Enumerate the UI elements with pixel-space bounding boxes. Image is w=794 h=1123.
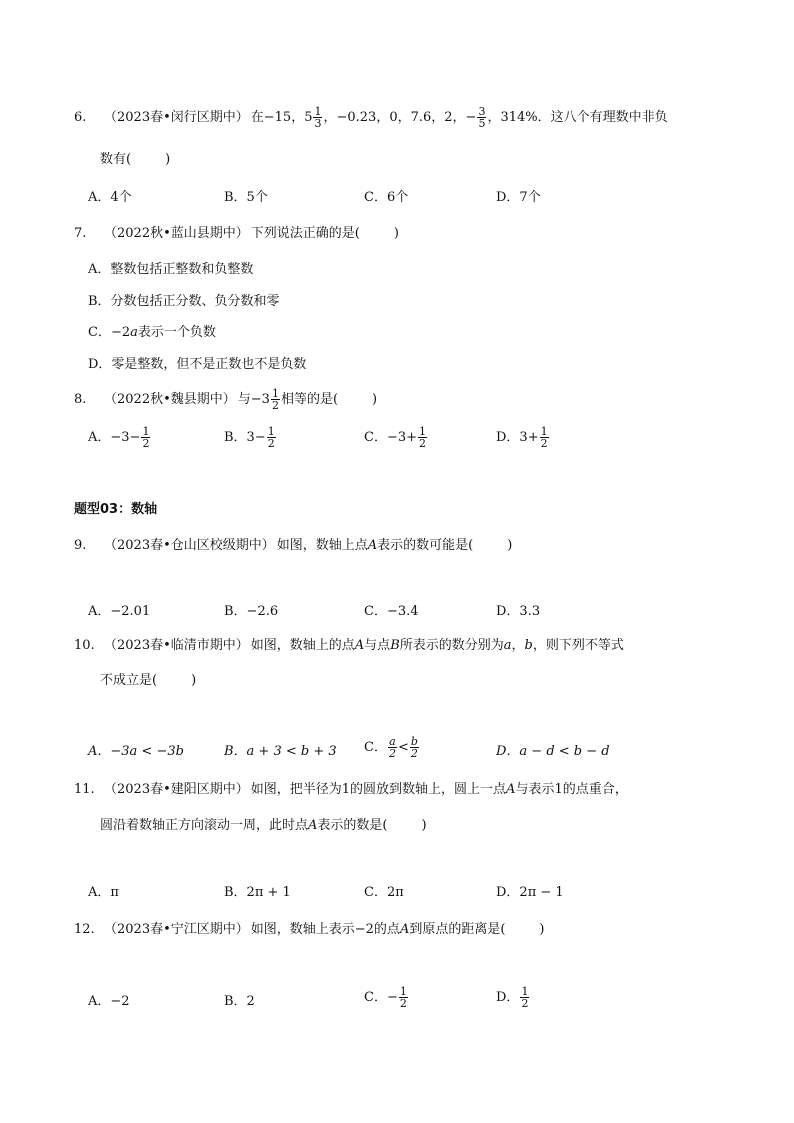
question-number: 8.	[74, 392, 87, 407]
question-text: 如图，数轴上的点	[250, 638, 355, 653]
option-text: 表示一个负数	[137, 325, 216, 340]
question-text: )	[393, 226, 399, 241]
question-6-line-2	[100, 148, 170, 167]
question-text: )	[507, 538, 513, 553]
question-source: （2023春•宁江区期中）	[104, 922, 249, 937]
question-12-line-1	[74, 918, 544, 937]
question-10-line-1	[74, 634, 624, 653]
option-label: B．3−	[224, 430, 266, 445]
question-text: ，314%．这八个有理数中非负	[487, 110, 668, 125]
question-7-line-1	[74, 222, 399, 241]
math-variable: A	[308, 818, 318, 833]
option-d[interactable]: D．7个	[496, 190, 541, 205]
question-source: （2022秋•魏县期中）	[104, 392, 236, 407]
math-variable: B	[390, 638, 400, 653]
question-text: )	[165, 152, 171, 167]
question-text: )	[372, 392, 378, 407]
fraction-numerator: 3	[478, 105, 486, 118]
math-variable: A	[399, 922, 410, 937]
fraction-numerator: b	[410, 735, 418, 748]
question-11-line-2	[100, 814, 427, 833]
option-a[interactable]	[88, 426, 151, 449]
fraction	[477, 106, 486, 129]
option-c[interactable]	[364, 986, 409, 1009]
question-6-options	[0, 186, 794, 204]
question-text: ，	[511, 638, 525, 653]
question-number: 9.	[74, 538, 87, 553]
option-label: D．	[496, 990, 520, 1005]
question-text: 下列说法正确的是(	[250, 226, 360, 241]
fraction	[520, 986, 529, 1009]
math-variable: a	[130, 325, 138, 340]
fraction	[410, 736, 419, 759]
question-10-line-2	[100, 669, 196, 688]
question-12-options	[0, 986, 794, 1016]
option-d[interactable]: D．2π − 1	[496, 885, 564, 900]
option-label: A．−3−	[88, 430, 141, 445]
fraction	[141, 426, 150, 449]
option-c[interactable]: C．−3.4	[364, 604, 419, 619]
question-text: 如图，把半径为1的圆放到数轴上，圆上一点	[250, 782, 507, 797]
option-b[interactable]: B．2	[224, 994, 255, 1009]
option-d[interactable]	[496, 986, 530, 1009]
option-b[interactable]: B．a + 3 < b + 3	[224, 744, 337, 759]
question-text: 在−15，	[250, 110, 305, 125]
question-text: ，则下列不等式	[532, 638, 624, 653]
option-label: C．−	[364, 990, 398, 1005]
fraction-numerator: 1	[540, 425, 548, 438]
question-source: （2023春•仓山区校级期中）	[104, 538, 275, 553]
fraction-numerator: 1	[314, 105, 322, 118]
question-text: )	[191, 673, 197, 688]
option-label: C．	[364, 740, 387, 755]
question-number: 7.	[74, 226, 87, 241]
fraction-denominator: 2	[521, 997, 529, 1010]
fraction-numerator: 1	[399, 985, 407, 998]
mixed-number-whole: 5	[304, 110, 313, 125]
option-label: C．−3+	[364, 430, 418, 445]
option-c[interactable]	[364, 426, 428, 449]
option-c[interactable]	[364, 736, 420, 759]
option-b[interactable]: B．5个	[224, 190, 268, 205]
question-text: ，−0.23，0，7.6，2，−	[323, 110, 477, 125]
question-text: 与点	[364, 638, 391, 653]
question-text: 数有(	[100, 152, 132, 167]
math-variable: A	[367, 538, 378, 553]
question-9-options	[0, 600, 794, 618]
question-6-line-1	[74, 106, 668, 129]
option-a[interactable]: A．整数包括正整数和负整数	[88, 262, 254, 277]
question-text: 如图，数轴上点	[276, 538, 368, 553]
fraction	[271, 388, 280, 411]
fraction-denominator: 2	[419, 437, 427, 450]
option-label: D．3+	[496, 430, 539, 445]
question-8-options	[0, 426, 794, 456]
fraction	[418, 426, 427, 449]
question-11-line-1	[74, 778, 628, 797]
fraction-denominator: 2	[540, 437, 548, 450]
option-d[interactable]: D．零是整数，但不是正数也不是负数	[88, 357, 307, 372]
fraction-numerator: 1	[271, 387, 279, 400]
fraction-denominator: 3	[314, 117, 322, 130]
fraction-numerator: 1	[521, 985, 529, 998]
option-a[interactable]: A．−2.01	[88, 604, 151, 619]
math-variable: A	[506, 782, 516, 797]
fraction	[399, 986, 408, 1009]
option-d[interactable]	[496, 426, 550, 449]
question-text: 相等的是(	[280, 392, 339, 407]
question-text: )	[421, 818, 427, 833]
option-c[interactable]: C．2π	[364, 885, 404, 900]
option-a[interactable]: A．π	[88, 885, 119, 900]
question-number: 11.	[74, 782, 95, 797]
fraction-numerator: 1	[267, 425, 275, 438]
question-source: （2022秋•蓝山县期中）	[104, 226, 249, 241]
section-heading: 题型03：数轴	[74, 502, 158, 517]
option-b[interactable]: B．−2.6	[224, 604, 279, 619]
question-source: （2023春•建阳区期中）	[104, 782, 249, 797]
question-11-options	[0, 881, 794, 899]
question-text: 所表示的数分别为	[399, 638, 504, 653]
fraction-numerator: a	[389, 735, 396, 748]
question-source: （2023春•闵行区期中）	[104, 110, 249, 125]
option-a[interactable]: A．−2	[88, 994, 130, 1009]
question-text: 表示的数是(	[317, 818, 388, 833]
option-d[interactable]: D．3.3	[496, 604, 541, 619]
option-c[interactable]	[88, 321, 216, 340]
question-text: 表示的数可能是(	[377, 538, 474, 553]
question-text: 如图，数轴上表示−2的点	[250, 922, 400, 937]
fraction-numerator: 1	[142, 425, 150, 438]
fraction-denominator: 2	[388, 747, 396, 760]
fraction	[313, 106, 322, 129]
option-b[interactable]: B．2π + 1	[224, 885, 291, 900]
question-text: 与表示1的点重合，	[515, 782, 628, 797]
less-than-sign: <	[397, 740, 409, 755]
fraction-denominator: 2	[267, 437, 275, 450]
question-text: 到原点的距离是(	[409, 922, 506, 937]
fraction-denominator: 2	[271, 399, 279, 412]
option-label: C．−2	[88, 325, 131, 340]
fraction	[388, 736, 397, 759]
fraction-denominator: 2	[399, 997, 407, 1010]
question-9-line-1	[74, 534, 512, 553]
option-a[interactable]: A．4个	[88, 190, 132, 205]
question-number: 10.	[74, 638, 95, 653]
math-variable: A	[354, 638, 365, 653]
fraction-numerator: 1	[419, 425, 427, 438]
question-number: 6.	[74, 110, 87, 125]
fraction-denominator: 2	[142, 437, 150, 450]
question-source: （2023春•临清市期中）	[104, 638, 249, 653]
option-b[interactable]	[224, 426, 277, 449]
option-b[interactable]: B．分数包括正分数、负分数和零	[88, 294, 280, 309]
math-variable: b	[524, 638, 533, 653]
question-text: )	[539, 922, 545, 937]
option-a[interactable]: A．−3a < −3b	[88, 744, 184, 759]
question-8-line-1	[74, 388, 377, 411]
question-10-options	[0, 736, 794, 766]
fraction-denominator: 2	[410, 747, 418, 760]
question-text: 不成立是(	[100, 673, 158, 688]
fraction	[267, 426, 276, 449]
option-d[interactable]: D．a − d < b − d	[496, 744, 610, 759]
question-text: 圆沿着数轴正方向滚动一周，此时点	[100, 818, 309, 833]
math-variable: a	[503, 638, 512, 653]
fraction	[540, 426, 549, 449]
question-number: 12.	[74, 922, 95, 937]
question-text: 与−3	[237, 392, 270, 407]
option-c[interactable]: C．6个	[364, 190, 409, 205]
fraction-denominator: 5	[478, 117, 486, 130]
